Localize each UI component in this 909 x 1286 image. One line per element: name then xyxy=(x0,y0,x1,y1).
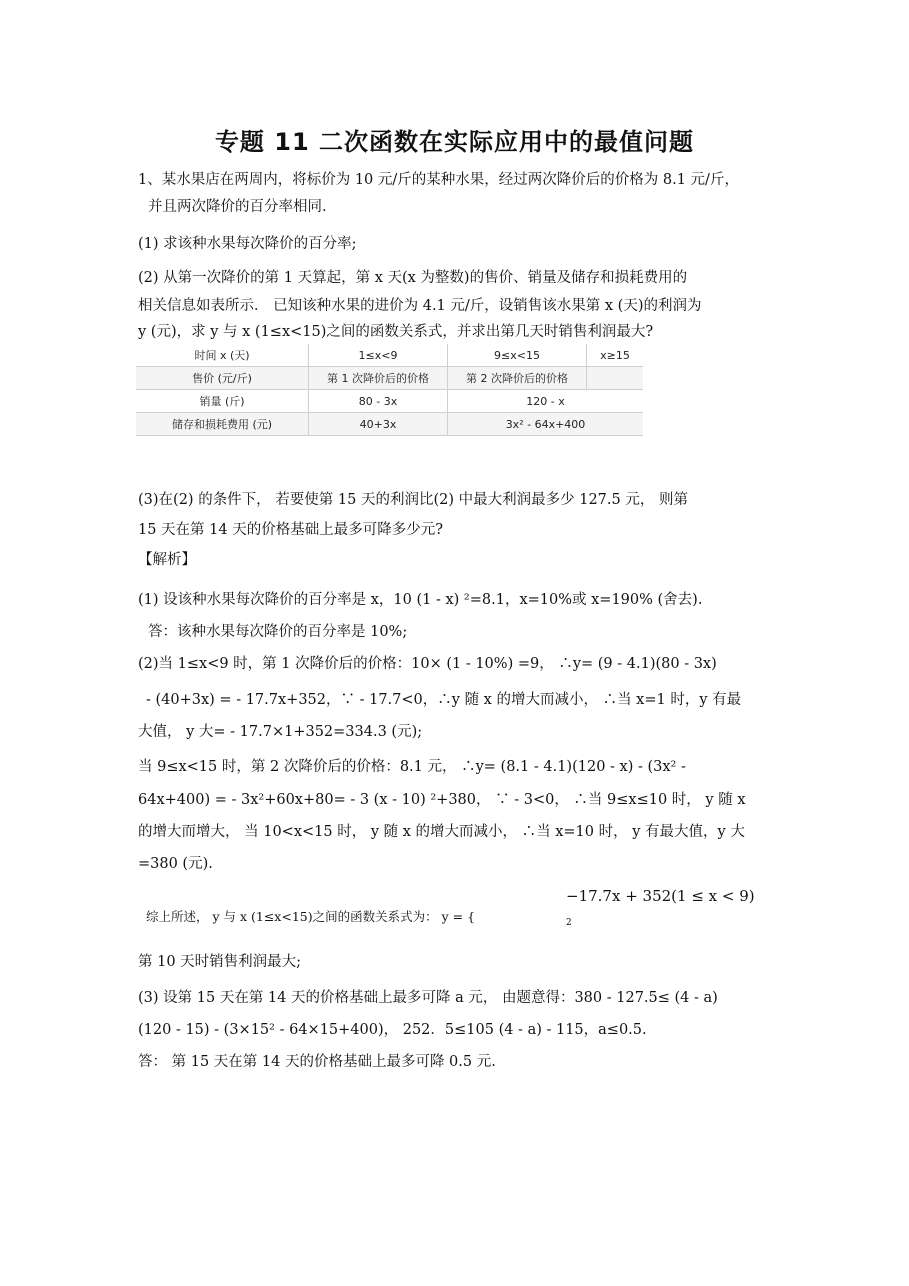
problem-line-1: 1、某水果店在两周内，将标价为 10 元/斤的某种水果，经过两次降价后的价格为 8.1 元/斤， xyxy=(138,172,739,188)
solution-line: =380 (元). xyxy=(138,856,213,872)
piecewise-formula: −17.7x + 352(1 ≤ x < 9) xyxy=(566,887,755,905)
table-cell: x≥15 xyxy=(587,344,644,367)
table-cell: 9≤x<15 xyxy=(448,344,587,367)
table-cell: 3x² - 64x+400 xyxy=(448,413,644,436)
solution-summary: 综上所述， y 与 x (1≤x<15)之间的函数关系式为： y = { xyxy=(146,909,476,924)
question-2-line-3: y (元)，求 y 与 x (1≤x<15)之间的函数关系式，并求出第几天时销售利润最大? xyxy=(138,324,654,340)
table-cell: 售价 (元/斤) xyxy=(136,367,309,390)
solution-line: 答： 第 15 天在第 14 天的价格基础上最多可降 0.5 元. xyxy=(138,1054,496,1070)
question-2-line-1: (2) 从第一次降价的第 1 天算起，第 x 天(x 为整数)的售价、销量及储存和损耗费用的 xyxy=(138,270,688,286)
solution-line: (120 - 15) - (3×15² - 64×15+400)， 252．5≤105 (4 - a) - 115，a≤0.5. xyxy=(138,1022,647,1038)
page-title: 专题 11 二次函数在实际应用中的最值问题 xyxy=(214,128,695,156)
table-row xyxy=(136,344,643,367)
table-row xyxy=(136,390,643,413)
question-1: (1) 求该种水果每次降价的百分率; xyxy=(138,236,357,252)
solution-line: (1) 设该种水果每次降价的百分率是 x，10 (1 - x) ²=8.1，x=10%或 x=190% (舍去). xyxy=(138,592,703,608)
table-row xyxy=(136,413,643,436)
table-cell: 储存和损耗费用 (元) xyxy=(136,413,309,436)
question-3-line-1: (3)在(2) 的条件下， 若要使第 15 天的利润比(2) 中最大利润最多少 127.5 元， 则第 xyxy=(138,492,688,508)
solution-line: - (40+3x) = - 17.7x+352，∵ - 17.7<0，∴y 随 x 的增大而减小， ∴当 x=1 时，y 有最 xyxy=(146,692,742,708)
solution-line: 的增大而增大， 当 10<x<15 时， y 随 x 的增大而减小， ∴当 x=10 时， y 有最大值，y 大 xyxy=(138,824,745,840)
table-cell: 80 - 3x xyxy=(309,390,448,413)
solution-line: 当 9≤x<15 时，第 2 次降价后的价格：8.1 元， ∴y= (8.1 - 4.1)(120 - x) - (3x² - xyxy=(138,759,686,775)
table-row xyxy=(136,367,643,390)
table-cell: 1≤x<9 xyxy=(309,344,448,367)
info-table xyxy=(136,344,643,436)
question-3-line-2: 15 天在第 14 天的价格基础上最多可降多少元? xyxy=(138,522,444,538)
table-cell: 第 1 次降价后的价格 xyxy=(309,367,448,390)
question-2-line-2: 相关信息如表所示． 已知该种水果的进价为 4.1 元/斤，设销售该水果第 x (天)的利润为 xyxy=(138,298,702,314)
solution-line: 答：该种水果每次降价的百分率是 10%; xyxy=(148,624,408,640)
solution-header: 【解析】 xyxy=(138,552,196,568)
solution-line: 64x+400) = - 3x²+60x+80= - 3 (x - 10) ²+380， ∵ - 3<0， ∴当 9≤x≤10 时， y 随 x xyxy=(138,792,746,808)
table-cell: 第 2 次降价后的价格 xyxy=(448,367,587,390)
table-cell: 40+3x xyxy=(309,413,448,436)
problem-line-2: 并且两次降价的百分率相同. xyxy=(148,199,327,215)
solution-line: 第 10 天时销售利润最大; xyxy=(138,954,302,970)
table-cell: 120 - x xyxy=(448,390,644,413)
solution-line: (2)当 1≤x<9 时，第 1 次降价后的价格：10× (1 - 10%) =9， ∴y= (9 - 4.1)(80 - 3x) xyxy=(138,656,717,672)
table-cell: 销量 (斤) xyxy=(136,390,309,413)
table-cell xyxy=(587,367,644,390)
formula-subscript: 2 xyxy=(566,918,572,928)
table-cell: 时间 x (天) xyxy=(136,344,309,367)
solution-line: 大值， y 大= - 17.7×1+352=334.3 (元); xyxy=(138,724,423,740)
solution-line: (3) 设第 15 天在第 14 天的价格基础上最多可降 a 元， 由题意得：380 - 127.5≤ (4 - a) xyxy=(138,990,718,1006)
